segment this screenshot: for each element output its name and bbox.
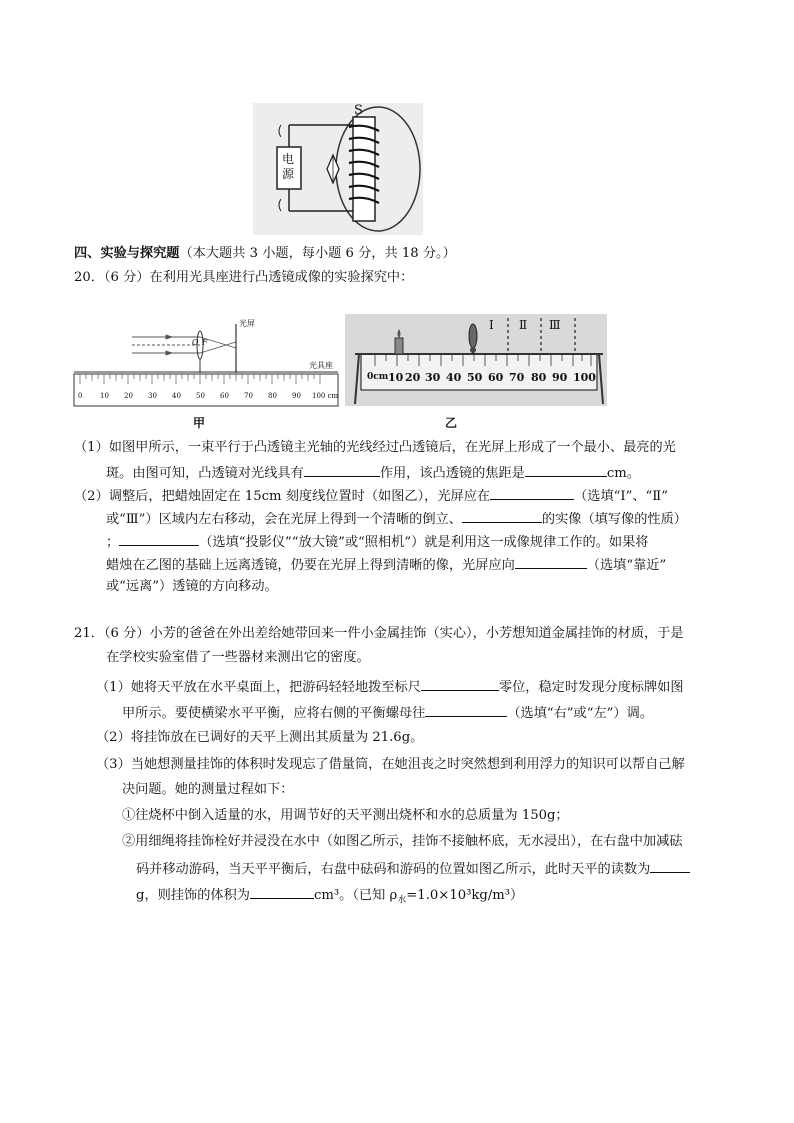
yi-region-2: Ⅱ bbox=[519, 318, 528, 332]
q20-p2-text3: 或“Ⅲ”）区域内左右移动，会在光屏上得到一个清晰的倒立、 bbox=[106, 512, 462, 527]
q21-s2-text2: g，则挂饰的体积为 bbox=[136, 888, 250, 903]
answer-blank[interactable] bbox=[421, 676, 499, 691]
jia-tick-70: 70 bbox=[244, 392, 253, 400]
yi-tick-70: 70 bbox=[509, 371, 525, 384]
jia-tick-10: 10 bbox=[100, 392, 109, 400]
answer-blank[interactable] bbox=[490, 485, 574, 500]
jia-tick-80: 80 bbox=[268, 392, 277, 400]
q20-p2-text1: （2）调整后，把蜡烛固定在 15cm 刻度线位置时（如图乙），光屏应在 bbox=[74, 489, 491, 504]
jia-o-label: O bbox=[192, 338, 199, 347]
q20-p1-text3: cm。 bbox=[606, 466, 640, 481]
q20-p2-line1 bbox=[74, 485, 668, 507]
q21-p1-text2: 零位，稳定时发现分度标牌如图 bbox=[498, 680, 684, 695]
q20-p2-text5: ； bbox=[106, 535, 120, 550]
q21-p1-text3: 甲所示。要使横梁水平平衡，应将右侧的平衡螺母往 bbox=[122, 706, 426, 721]
jia-tick-100: 100 cm bbox=[312, 392, 339, 400]
q21-stem-line2: 在学校实验室借了一些器材来测出它的密度。 bbox=[106, 650, 370, 665]
yi-tick-80: 80 bbox=[531, 371, 547, 384]
jia-bench-label: 光具座 bbox=[309, 361, 333, 370]
q21-step2-line3 bbox=[136, 884, 523, 911]
figure-jia bbox=[72, 318, 340, 408]
yi-region-1: Ⅰ bbox=[489, 318, 494, 332]
q20-p2-line3 bbox=[106, 531, 648, 553]
yi-tick-60: 60 bbox=[488, 371, 504, 384]
yi-tick-10: 10 bbox=[388, 371, 404, 384]
q21-p3-line1: （3）当她想测量挂饰的体积时发现忘了借量筒，在她沮丧之时突然想到利用浮力的知识可以帮自己解 bbox=[96, 757, 685, 772]
q21-step2-line2 bbox=[136, 858, 690, 880]
q21-p1-line2 bbox=[122, 702, 653, 724]
yi-tick-100: 100 bbox=[573, 371, 596, 384]
q21-s2-text4: =1.0×10³kg/m³） bbox=[406, 888, 524, 903]
q21-step2-line1: ②用细绳将挂饰栓好并浸没在水中（如图乙所示，挂饰不接触杯底，无水浸出），在右盘中加减砝 bbox=[122, 834, 683, 849]
q21-s2-text1: 码并移动游码，当天平平衡后，右盘中砝码和游码的位置如图乙所示，此时天平的读数为 bbox=[136, 862, 651, 877]
jia-tick-60: 60 bbox=[220, 392, 229, 400]
q21-step1: ①往烧杯中倒入适量的水，用调节好的天平测出烧杯和水的总质量为 150g； bbox=[122, 808, 569, 823]
figure-yi bbox=[345, 314, 607, 406]
q21-p1-text4: （选填“右”或“左”）调。 bbox=[507, 706, 653, 721]
q20-p2-text8: （选填“靠近” bbox=[586, 558, 667, 573]
q20-p2-text7: 蜡烛在乙图的基础上远离透镜，仍要在光屏上得到清晰的像，光屏应向 bbox=[106, 558, 515, 573]
q20-p1-line1: （1）如图甲所示，一束平行于凸透镜主光轴的光线经过凸透镜后，在光屏上形成了一个最小、最亮的光 bbox=[74, 440, 676, 455]
q20-p1-line2 bbox=[106, 462, 640, 484]
section-note: （本大题共 3 小题，每小题 6 分，共 18 分。） bbox=[179, 246, 456, 261]
q20-p2-text6: （选填“投影仪”“放大镜”或“照相机”）就是利用这一成像规律工作的。如果将 bbox=[199, 535, 649, 550]
caption-yi: 乙 bbox=[445, 416, 458, 430]
q20-p2-line4 bbox=[106, 554, 666, 576]
answer-blank[interactable] bbox=[650, 858, 690, 873]
jia-tick-90: 90 bbox=[292, 392, 301, 400]
answer-blank[interactable] bbox=[525, 462, 607, 477]
jia-tick-0: 0 bbox=[78, 392, 83, 400]
q20-p1-text1: 斑。由图可知，凸透镜对光线具有 bbox=[106, 466, 304, 481]
answer-blank[interactable] bbox=[462, 508, 542, 523]
section-title-text: 四、实验与探究题 bbox=[74, 246, 180, 261]
coil-label: S bbox=[354, 103, 363, 118]
yi-region-3: Ⅲ bbox=[549, 318, 561, 332]
yi-tick-40: 40 bbox=[446, 371, 462, 384]
q20-stem: 20．（6 分）在利用光具座进行凸透镜成像的实验探究中： bbox=[74, 270, 414, 285]
answer-blank[interactable] bbox=[425, 702, 507, 717]
jia-tick-20: 20 bbox=[124, 392, 133, 400]
answer-blank[interactable] bbox=[304, 462, 380, 477]
answer-blank[interactable] bbox=[250, 884, 314, 899]
yi-tick-90: 90 bbox=[552, 371, 568, 384]
yi-tick-50: 50 bbox=[467, 371, 483, 384]
q21-p1-text1: （1）她将天平放在水平桌面上，把游码轻轻地拨至标尺 bbox=[96, 680, 421, 695]
jia-tick-50: 50 bbox=[196, 392, 205, 400]
jia-tick-40: 40 bbox=[172, 392, 181, 400]
section-title bbox=[74, 244, 456, 264]
answer-blank[interactable] bbox=[515, 554, 587, 569]
q21-s2-text3: cm³。（已知 ρ bbox=[313, 888, 398, 903]
caption-jia: 甲 bbox=[193, 416, 206, 430]
yi-scale-start: 0cm bbox=[367, 372, 389, 382]
q21-stem-line1: 21．（6 分）小芳的爸爸在外出差给她带回来一件小金属挂饰（实心），小芳想知道金属挂饰的材质，于是 bbox=[74, 626, 684, 641]
q21-p3-line2: 决问题。她的测量过程如下： bbox=[122, 782, 294, 797]
jia-f-label: F bbox=[202, 338, 208, 347]
yi-tick-20: 20 bbox=[405, 371, 421, 384]
q20-p2-text4: 的实像（填写像的性质） bbox=[541, 512, 687, 527]
q20-p2-line2 bbox=[106, 508, 687, 530]
q21-p1-line1 bbox=[96, 676, 684, 698]
electromagnet-figure bbox=[253, 103, 423, 235]
q20-p2-line5: 或“远离”）透镜的方向移动。 bbox=[106, 579, 278, 594]
q20-p2-text2: （选填“Ⅰ”、“Ⅱ” bbox=[574, 489, 668, 504]
yi-tick-30: 30 bbox=[425, 371, 441, 384]
power-label: 电源 bbox=[282, 152, 295, 181]
q21-s2-water-subscript: 水 bbox=[397, 895, 407, 906]
q20-p1-text2: 作用，该凸透镜的焦距是 bbox=[379, 466, 525, 481]
jia-screen-label: 光屏 bbox=[239, 319, 255, 328]
answer-blank[interactable] bbox=[119, 531, 199, 546]
q21-p2: （2）将挂饰放在已调好的天平上测出其质量为 21.6g。 bbox=[96, 730, 424, 745]
jia-tick-30: 30 bbox=[148, 392, 157, 400]
